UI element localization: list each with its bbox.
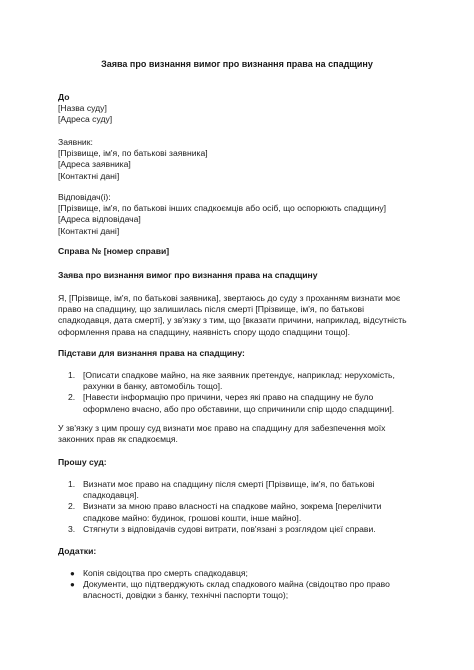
intro-line: спадкодавця, дата смерті], у зв'язку з тим, що [вказати причини, наприклад, відсутність [58,315,407,326]
applicant-address: [Адреса заявника] [58,159,131,170]
court-address: [Адреса суду] [58,114,113,125]
list-item: ● Документи, що підтверджують склад спадкового майна (свідоцтво про право власності, довідки з банку, технічні паспорти тощо); [70,579,390,601]
bullet-icon: ● [70,580,75,590]
item-number: 1. [68,479,76,489]
item-number: 3. [68,523,76,534]
item-number: 1. [68,370,76,380]
intro-line: оформлення права на спадщину, наявність спору щодо спадщини тощо]. [58,326,351,337]
intro-line: право на спадщину, що залишилась після смерті [Прізвище, ім'я, по батькові [58,304,365,315]
list-item: 2. Визнати за мною право власності на спадкове майно, зокрема [перелічити спадкове майно: будинок, грошові кошти, інше майно]. [68,501,382,523]
respondent-address: [Адреса відповідача] [58,214,141,225]
conclusion-paragraph: У зв'язку з цим прошу суд визнати моє право на спадщину для забезпечення моїх законних прав як спадкоємця. [58,423,386,445]
document-title: Заява про визнання вимог про визнання права на спадщину [101,59,373,69]
respondent-contacts: [Контактні дані] [58,225,120,236]
list-item: 1. [Описати спадкове майно, на яке заявник претендує, наприклад: нерухомість, рахунки в банку, автомобіль тощо]. [68,370,395,392]
request-heading: Прошу суд: [58,457,107,467]
respondent-name: [Прізвище, ім'я, по батькові інших спадкоємців або осіб, що оспорюють спадщину] [58,203,387,214]
list-item: 3. Стягнути з відповідачів судові витрати, пов'язані з розглядом цієї справи. [68,523,376,534]
request-list [58,479,418,535]
applicant-contacts: [Контактні дані] [58,170,120,181]
respondent-label: Відповідач(і): [58,192,111,202]
respondent-block [58,192,418,237]
intro-line: Я, [Прізвище, ім'я, по батькові заявника], звертаюсь до суду з проханням визнати моє [58,293,401,303]
intro-paragraph [58,293,418,338]
applicant-name: [Прізвище, ім'я, по батькові заявника] [58,148,208,159]
grounds-list [58,370,418,415]
to-label: До [58,92,70,102]
subtitle: Заява про визнання вимог про визнання права на спадщину [58,270,318,280]
list-item: 2. [Навести інформацію про причини, через які право на спадщину не було оформлено вчасно, або про обставини, що спричинили спір щодо спадщини]. [68,392,395,414]
item-number: 2. [68,392,76,403]
list-item: ● Копія свідоцтва про смерть спадкодавця; [70,568,248,578]
item-number: 2. [68,501,76,512]
attachments-heading: Додатки: [58,546,97,556]
list-item: 1. Визнати моє право на спадщину після смерті [Прізвище, ім'я, по батькові спадкодавця]. [68,479,375,501]
applicant-label: Заявник: [58,137,93,147]
grounds-heading: Підстави для визнання права на спадщину: [58,348,245,358]
court-block [58,92,418,126]
case-number: Справа № [номер справи] [58,246,170,256]
court-name: [Назва суду] [58,103,107,114]
attachments-list [58,568,418,602]
bullet-icon: ● [70,569,75,578]
applicant-block [58,137,418,182]
